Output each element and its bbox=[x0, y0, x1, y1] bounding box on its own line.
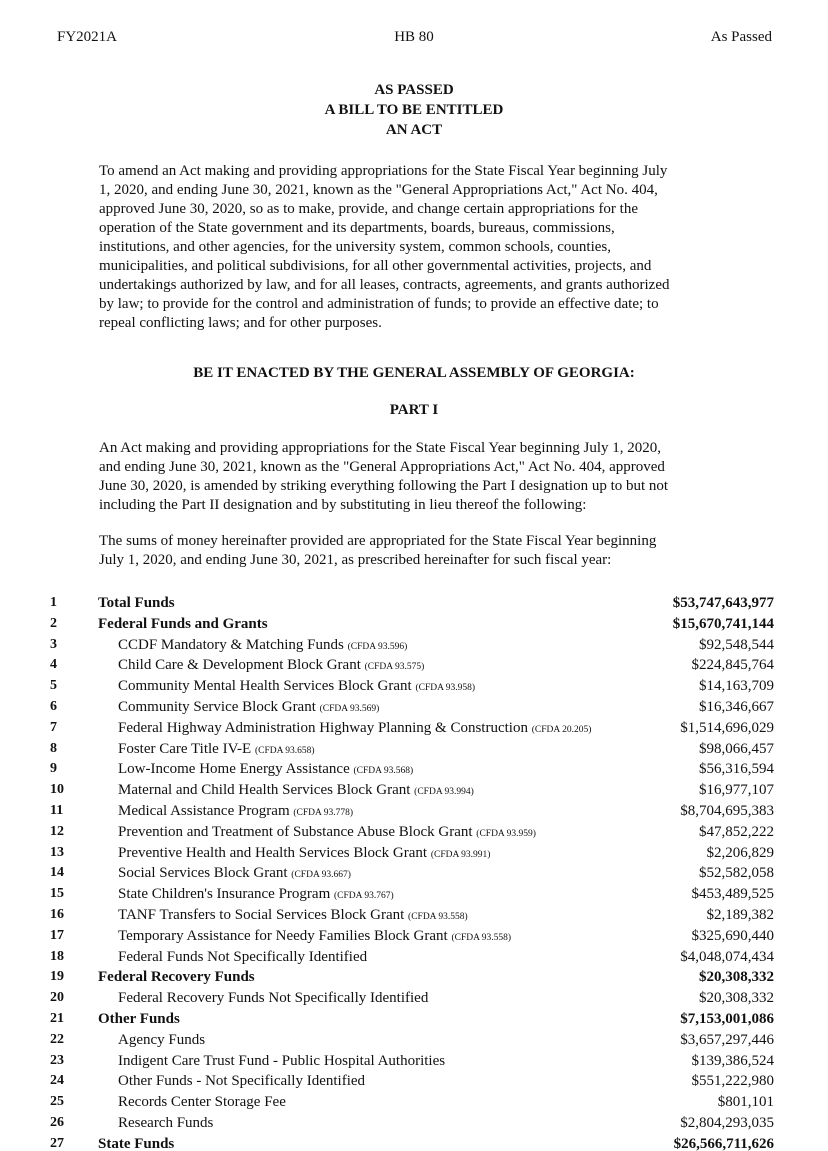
fund-label: Low-Income Home Energy Assistance bbox=[118, 761, 350, 778]
fund-amount: $16,977,107 bbox=[699, 782, 774, 799]
cfda-code: (CFDA 93.558) bbox=[408, 911, 468, 922]
paragraph-line: approved June 30, 2020, so as to make, provide, and change certain appropriations for the bbox=[99, 201, 639, 217]
sums-paragraph bbox=[99, 532, 729, 570]
fund-description bbox=[118, 801, 353, 824]
line-number: 21 bbox=[50, 1010, 64, 1026]
funds-table bbox=[0, 593, 828, 1151]
cfda-code: (CFDA 93.767) bbox=[333, 891, 394, 902]
line-number: 23 bbox=[50, 1052, 64, 1068]
paragraph-line: undertakings authorized by law, and for all leases, contracts, agreements, and grants authorized bbox=[99, 277, 670, 293]
table-row bbox=[0, 676, 828, 697]
cfda-code: (CFDA 93.658) bbox=[254, 745, 315, 756]
line-number: 13 bbox=[50, 844, 64, 860]
table-row bbox=[0, 863, 828, 884]
paragraph-line: including the Part II designation and by substituting in lieu thereof the following: bbox=[99, 497, 587, 513]
paragraph-line: by law; to provide for the control and administration of funds; to provide an effective date; to bbox=[99, 296, 659, 312]
fund-label: Records Center Storage Fee bbox=[118, 1094, 286, 1111]
cfda-code: (CFDA 93.569) bbox=[319, 703, 380, 714]
fund-description bbox=[118, 655, 424, 678]
fund-label: Federal Recovery Funds Not Specifically Identified bbox=[118, 990, 429, 1007]
line-number: 16 bbox=[50, 906, 64, 922]
line-number: 18 bbox=[50, 948, 64, 964]
paragraph-line: An Act making and providing appropriations for the State Fiscal Year beginning July 1, 2020, bbox=[99, 440, 662, 456]
fund-amount: $139,386,524 bbox=[691, 1052, 774, 1069]
fund-description bbox=[118, 926, 511, 949]
fund-description bbox=[98, 1009, 180, 1030]
fund-amount: $453,489,525 bbox=[691, 886, 774, 903]
fund-amount: $52,582,058 bbox=[699, 865, 774, 882]
fund-label: State Children's Insurance Program bbox=[118, 886, 331, 903]
fund-label: CCDF Mandatory & Matching Funds bbox=[118, 636, 344, 653]
fund-amount: $1,514,696,029 bbox=[680, 719, 774, 736]
fund-amount: $2,206,829 bbox=[706, 844, 774, 861]
fund-description bbox=[118, 863, 351, 886]
fund-label: Indigent Care Trust Fund - Public Hospital Authorities bbox=[118, 1052, 446, 1069]
fund-description bbox=[118, 780, 474, 803]
table-row bbox=[0, 1071, 828, 1092]
line-number: 14 bbox=[50, 865, 64, 881]
line-number: 26 bbox=[50, 1114, 64, 1130]
fund-amount: $56,316,594 bbox=[699, 761, 774, 778]
paragraph-line: June 30, 2020, is amended by striking everything following the Part I designation up to but not bbox=[99, 478, 669, 494]
cfda-code: (CFDA 93.568) bbox=[353, 766, 414, 777]
paragraph-line: repeal conflicting laws; and for other purposes. bbox=[99, 315, 382, 331]
cfda-code: (CFDA 93.575) bbox=[364, 662, 425, 673]
table-row bbox=[0, 947, 828, 968]
fund-label: Other Funds - Not Specifically Identified bbox=[118, 1073, 366, 1090]
line-number: 9 bbox=[50, 761, 57, 777]
line-number: 3 bbox=[50, 636, 57, 652]
fund-label: TANF Transfers to Social Services Block Grant bbox=[118, 906, 405, 923]
fund-description bbox=[118, 1030, 205, 1051]
fund-label: Maternal and Child Health Services Block Grant bbox=[118, 782, 411, 799]
line-number: 17 bbox=[50, 927, 64, 943]
fund-label: Other Funds bbox=[98, 1010, 180, 1027]
table-row bbox=[0, 905, 828, 926]
line-number: 25 bbox=[50, 1094, 64, 1110]
table-row bbox=[0, 739, 828, 760]
title-line: AN ACT bbox=[385, 122, 443, 138]
fund-description bbox=[118, 759, 413, 782]
table-row bbox=[0, 988, 828, 1009]
cfda-code: (CFDA 93.994) bbox=[414, 787, 474, 798]
fiscal-year-label: FY2021A bbox=[57, 29, 118, 45]
fund-description bbox=[118, 843, 490, 866]
line-number: 10 bbox=[50, 782, 64, 798]
table-row bbox=[0, 801, 828, 822]
table-row bbox=[0, 780, 828, 801]
table-row bbox=[0, 697, 828, 718]
fund-label: Foster Care Title IV-E bbox=[118, 740, 252, 757]
table-row bbox=[0, 1051, 828, 1072]
fund-description bbox=[118, 1051, 445, 1072]
line-number: 4 bbox=[50, 657, 57, 673]
fund-label: Federal Recovery Funds bbox=[98, 969, 255, 986]
fund-amount: $2,804,293,035 bbox=[680, 1114, 774, 1131]
line-number: 12 bbox=[50, 823, 64, 839]
fund-description bbox=[118, 676, 475, 699]
fund-description bbox=[118, 988, 428, 1009]
table-row bbox=[0, 884, 828, 905]
table-row bbox=[0, 1009, 828, 1030]
fund-amount: $92,548,544 bbox=[699, 636, 774, 653]
fund-amount: $801,101 bbox=[717, 1094, 774, 1111]
line-number: 5 bbox=[50, 678, 57, 694]
fund-label: Medical Assistance Program bbox=[118, 802, 290, 819]
fund-amount: $7,153,001,086 bbox=[680, 1010, 774, 1027]
fund-amount: $551,222,980 bbox=[691, 1073, 774, 1090]
enacting-clause: BE IT ENACTED BY THE GENERAL ASSEMBLY OF GEORGIA: bbox=[193, 365, 635, 381]
fund-amount: $224,845,764 bbox=[691, 657, 774, 674]
line-number: 11 bbox=[50, 802, 64, 818]
fund-amount: $4,048,074,434 bbox=[680, 948, 774, 965]
fund-label: Temporary Assistance for Needy Families Block Grant bbox=[118, 927, 448, 944]
fund-description bbox=[118, 947, 367, 968]
fund-amount: $16,346,667 bbox=[699, 698, 774, 715]
fund-description bbox=[118, 697, 379, 720]
line-number: 22 bbox=[50, 1031, 64, 1047]
fund-amount: $15,670,741,144 bbox=[672, 615, 774, 632]
table-row bbox=[0, 614, 828, 635]
fund-label: Agency Funds bbox=[118, 1031, 206, 1048]
paragraph-line: municipalities, and political subdivisions, for all other governmental activities, projects, and bbox=[99, 258, 652, 274]
fund-label: Research Funds bbox=[118, 1114, 214, 1131]
fund-amount: $3,657,297,446 bbox=[680, 1031, 774, 1048]
cfda-code: (CFDA 93.596) bbox=[347, 641, 408, 652]
table-row bbox=[0, 926, 828, 947]
cfda-code: (CFDA 20.205) bbox=[531, 724, 592, 735]
table-row bbox=[0, 1113, 828, 1134]
table-row bbox=[0, 1030, 828, 1051]
line-number: 27 bbox=[50, 1135, 64, 1151]
fund-label: Federal Funds Not Specifically Identified bbox=[118, 948, 368, 965]
fund-amount: $14,163,709 bbox=[699, 678, 774, 695]
fund-label: Federal Funds and Grants bbox=[98, 615, 268, 632]
fund-description bbox=[98, 967, 255, 988]
cfda-code: (CFDA 93.991) bbox=[430, 849, 491, 860]
intro-paragraph bbox=[99, 162, 729, 333]
cfda-code: (CFDA 93.778) bbox=[293, 807, 354, 818]
table-row bbox=[0, 759, 828, 780]
fund-description bbox=[98, 614, 268, 635]
fund-label: Preventive Health and Health Services Block Grant bbox=[118, 844, 428, 861]
fund-label: State Funds bbox=[98, 1135, 175, 1151]
fund-amount: $26,566,711,626 bbox=[673, 1135, 774, 1151]
line-number: 24 bbox=[50, 1073, 64, 1089]
bill-status: As Passed bbox=[710, 29, 772, 45]
fund-description bbox=[118, 822, 536, 845]
table-row bbox=[0, 1092, 828, 1113]
paragraph-line: 1, 2020, and ending June 30, 2021, known as the "General Appropriations Act," Act No. 404, bbox=[99, 182, 658, 198]
title-line: A BILL TO BE ENTITLED bbox=[324, 102, 504, 118]
cfda-code: (CFDA 93.667) bbox=[291, 870, 351, 881]
paragraph-line: July 1, 2020, and ending June 30, 2021, as prescribed hereinafter for such fiscal year: bbox=[99, 552, 612, 568]
line-number: 20 bbox=[50, 990, 64, 1006]
fund-label: Child Care & Development Block Grant bbox=[118, 657, 361, 674]
table-row bbox=[0, 593, 828, 614]
paragraph-line: operation of the State government and its departments, boards, bureaus, commissions, bbox=[99, 220, 615, 236]
fund-description bbox=[118, 635, 407, 658]
paragraph-line: To amend an Act making and providing appropriations for the State Fiscal Year beginning July bbox=[99, 163, 668, 179]
line-number: 1 bbox=[50, 595, 57, 610]
part-heading: PART I bbox=[389, 402, 439, 418]
fund-amount: $8,704,695,383 bbox=[680, 802, 774, 819]
bill-number: HB 80 bbox=[394, 29, 434, 45]
fund-amount: $53,747,643,977 bbox=[672, 595, 774, 611]
fund-description bbox=[118, 1071, 365, 1092]
cfda-code: (CFDA 93.959) bbox=[476, 828, 536, 839]
paragraph-line: institutions, and other agencies, for the university system, common schools, counties, bbox=[99, 239, 611, 255]
bill-title bbox=[0, 80, 828, 140]
table-row bbox=[0, 1134, 828, 1151]
fund-label: Federal Highway Administration Highway Planning & Construction bbox=[118, 719, 528, 736]
line-number: 15 bbox=[50, 886, 64, 902]
line-number: 2 bbox=[50, 615, 57, 631]
fund-description bbox=[118, 905, 468, 928]
table-row bbox=[0, 655, 828, 676]
fund-label: Social Services Block Grant bbox=[118, 865, 288, 882]
fund-description bbox=[118, 1113, 213, 1134]
paragraph-line: and ending June 30, 2021, known as the "General Appropriations Act," Act No. 404, approved bbox=[99, 459, 665, 475]
table-row bbox=[0, 635, 828, 656]
fund-description bbox=[118, 1092, 286, 1113]
paragraph-line: The sums of money hereinafter provided are appropriated for the State Fiscal Year beginning bbox=[99, 533, 657, 549]
fund-description bbox=[98, 593, 175, 614]
fund-label: Prevention and Treatment of Substance Abuse Block Grant bbox=[118, 823, 473, 840]
fund-amount: $325,690,440 bbox=[691, 927, 774, 944]
title-line: AS PASSED bbox=[374, 82, 454, 98]
fund-amount: $20,308,332 bbox=[699, 969, 774, 986]
table-row bbox=[0, 822, 828, 843]
fund-amount: $2,189,382 bbox=[706, 906, 774, 923]
line-number: 7 bbox=[50, 719, 57, 735]
fund-label: Total Funds bbox=[98, 595, 175, 611]
fund-description bbox=[118, 718, 591, 741]
fund-amount: $20,308,332 bbox=[699, 990, 774, 1007]
table-row bbox=[0, 843, 828, 864]
fund-amount: $98,066,457 bbox=[699, 740, 774, 757]
fund-label: Community Service Block Grant bbox=[118, 698, 316, 715]
line-number: 19 bbox=[50, 969, 64, 985]
cfda-code: (CFDA 93.958) bbox=[415, 683, 476, 694]
line-number: 8 bbox=[50, 740, 57, 756]
part-paragraph bbox=[99, 439, 729, 515]
line-number: 6 bbox=[50, 698, 57, 714]
fund-description bbox=[98, 1134, 174, 1151]
fund-amount: $47,852,222 bbox=[699, 823, 774, 840]
table-row bbox=[0, 718, 828, 739]
fund-description bbox=[118, 884, 394, 907]
fund-description bbox=[118, 739, 315, 762]
table-row bbox=[0, 967, 828, 988]
cfda-code: (CFDA 93.558) bbox=[451, 932, 512, 943]
fund-label: Community Mental Health Services Block Grant bbox=[118, 678, 412, 695]
